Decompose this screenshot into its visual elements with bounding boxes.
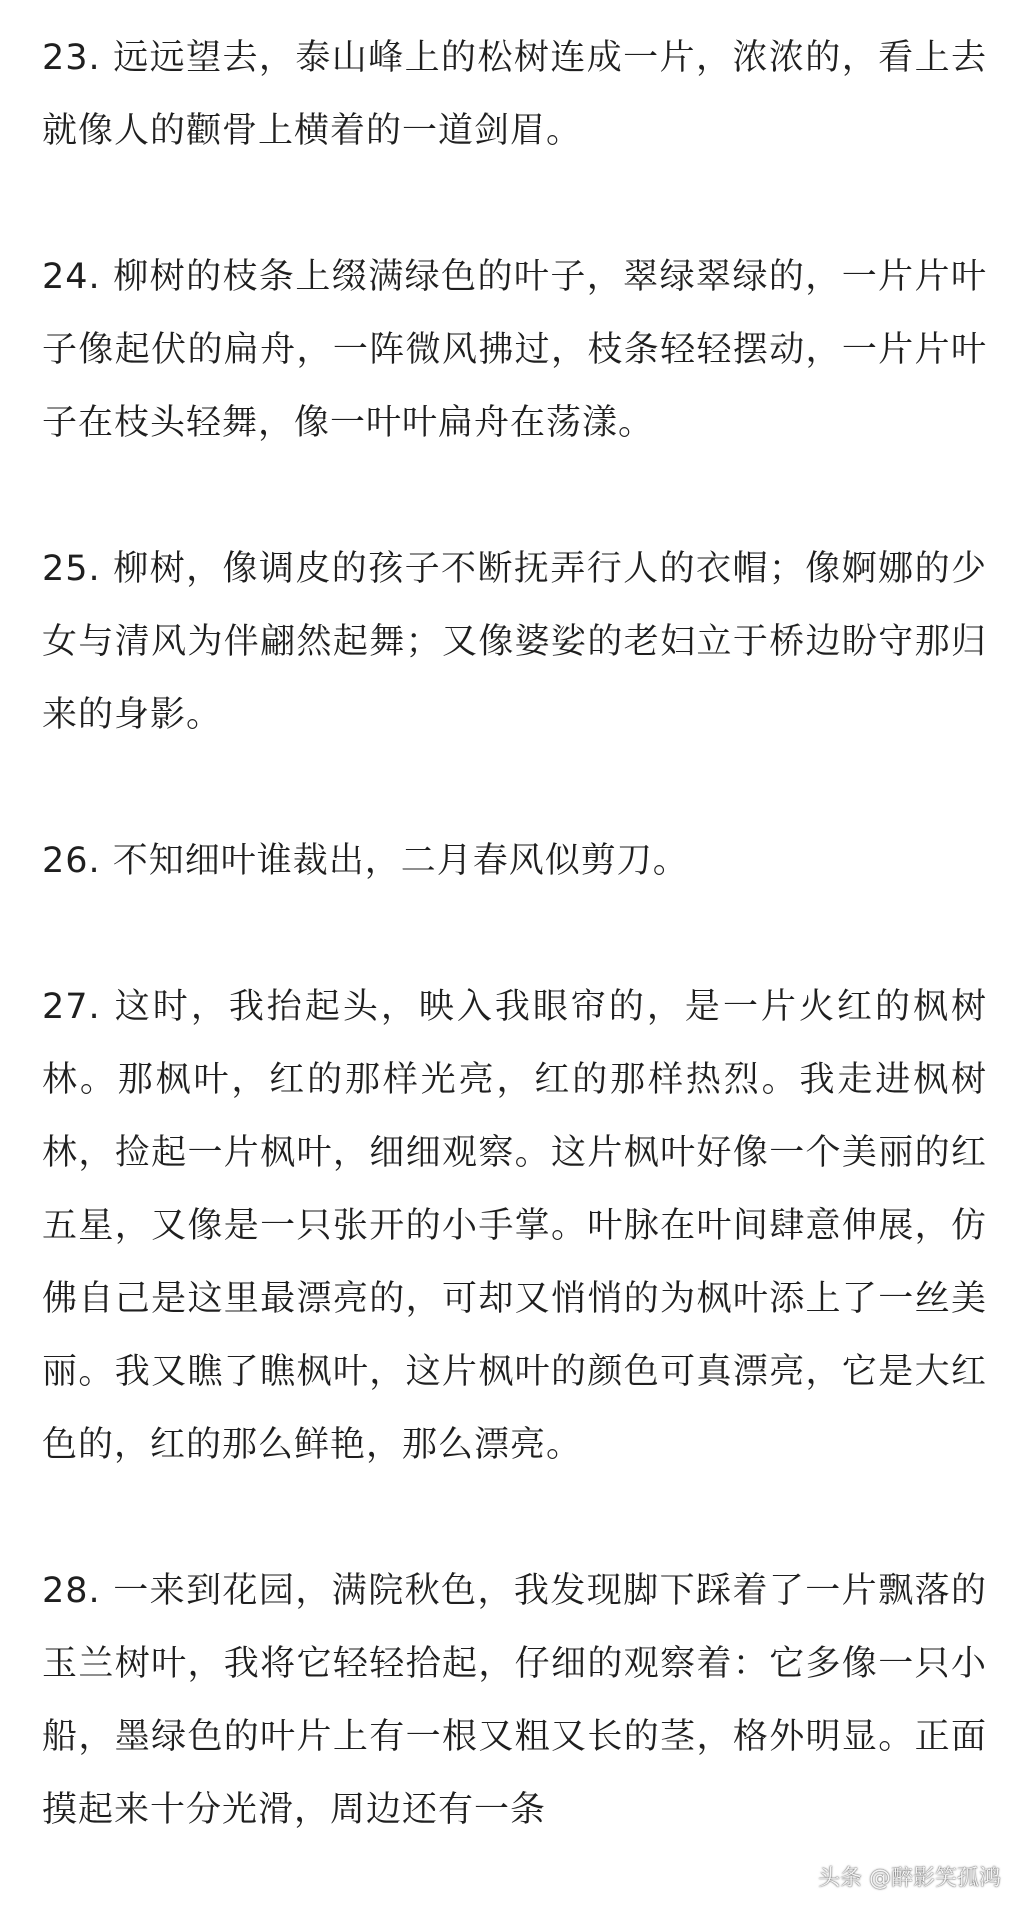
paragraph-25: 25. 柳树，像调皮的孩子不断抚弄行人的衣帽；像婀娜的少女与清风为伴翩然起舞；又像婆娑的老妇立于桥边盼守那归来的身影。 (42, 549, 987, 735)
paragraph-26: 26. 不知细叶谁裁出，二月春风似剪刀。 (42, 841, 689, 881)
paragraph-23: 23. 远远望去，泰山峰上的松树连成一片，浓浓的，看上去就像人的颧骨上横着的一道剑眉。 (42, 38, 987, 151)
paragraph-28: 28. 一来到花园，满院秋色，我发现脚下踩着了一片飘落的玉兰树叶，我将它轻轻拾起，仔细的观察着：它多像一只小船，墨绿色的叶片上有一根又粗又长的茎，格外明显。正面摸起来十分光滑，周边还有一条 (42, 1571, 987, 1830)
paragraph-24: 24. 柳树的枝条上缀满绿色的叶子，翠绿翠绿的，一片片叶子像起伏的扁舟，一阵微风拂过，枝条轻轻摆动，一片片叶子在枝头轻舞，像一叶叶扁舟在荡漾。 (42, 257, 987, 443)
watermark: 头条 @醉影笑孤鸿 (818, 1866, 1001, 1891)
paragraph-27: 27. 这时，我抬起头，映入我眼帘的，是一片火红的枫树林。那枫叶，红的那样光亮，红的那样热烈。我走进枫树林，捡起一片枫叶，细细观察。这片枫叶好像一个美丽的红五星，又像是一只张开的小手掌。叶脉在叶间肆意伸展，仿佛自己是这里最漂亮的，可却又悄悄的为枫叶添上了一丝美丽。我又瞧了瞧枫叶，这片枫叶的颜色可真漂亮，它是大红色的，红的那么鲜艳，那么漂亮。 (42, 987, 987, 1465)
article-body (42, 22, 987, 1920)
